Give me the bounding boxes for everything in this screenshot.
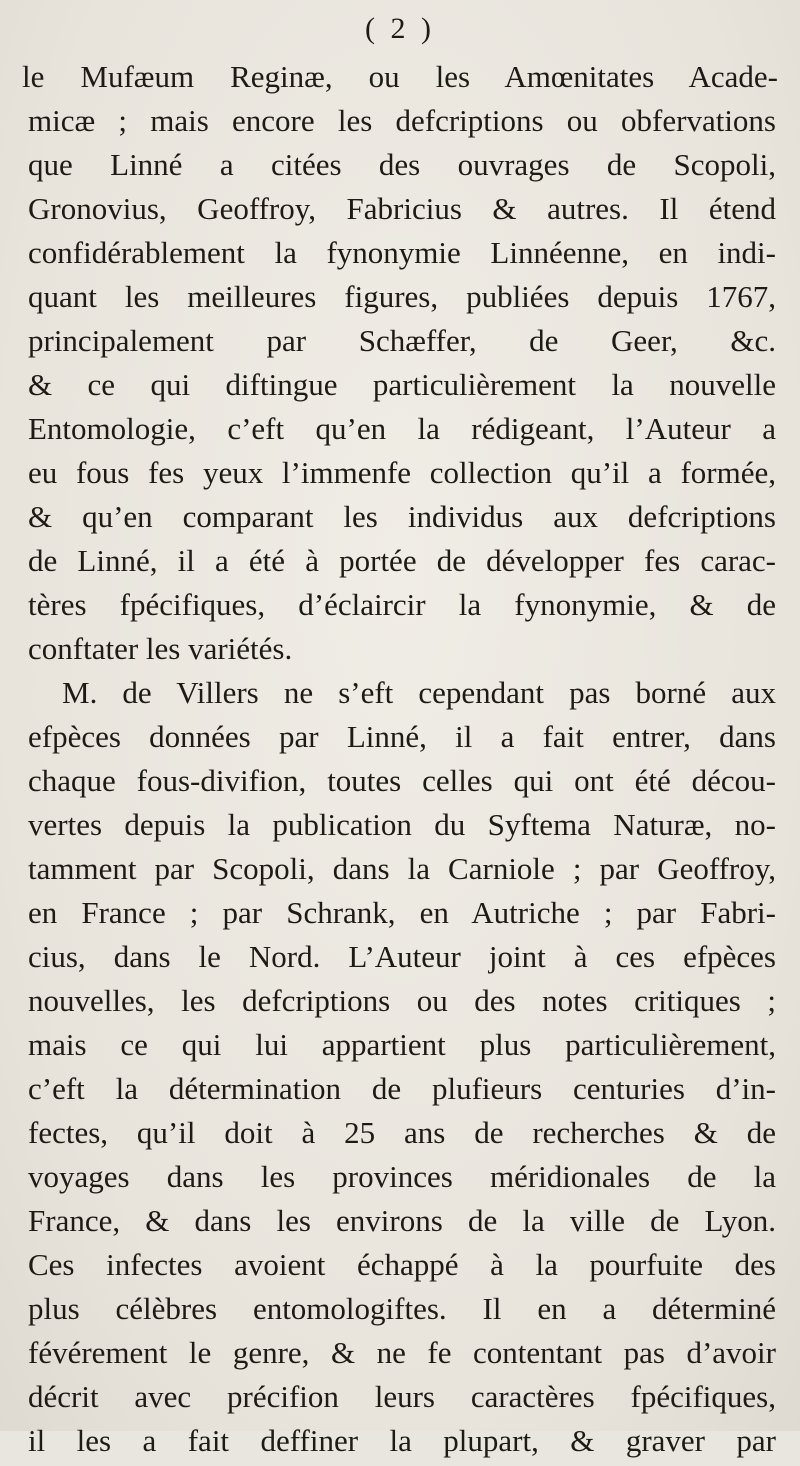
text-line: de Linné, il a été à portée de développer fes carac- <box>28 543 776 578</box>
text-line: micæ ; mais encore les defcriptions ou obfervations <box>28 103 776 138</box>
text-line: voyages dans les provinces méridionales de la <box>28 1159 776 1194</box>
text-line: chaque fous-divifion, toutes celles qui ont été décou- <box>28 763 776 798</box>
text-line: févérement le genre, & ne fe contentant pas d’avoir <box>28 1335 776 1370</box>
text-line: principalement par Schæffer, de Geer, &c. <box>28 323 776 358</box>
text-line: il les a fait deffiner la plupart, & graver par <box>28 1423 776 1458</box>
text-line: décrit avec précifion leurs caractères fpécifiques, <box>28 1379 776 1414</box>
text-line: Entomologie, c’eft qu’en la rédigeant, l’Auteur a <box>28 411 776 446</box>
text-line: Gronovius, Geoffroy, Fabricius & autres. Il étend <box>28 191 776 226</box>
text-line: confidérablement la fynonymie Linnéenne, en indi- <box>28 235 776 270</box>
text-line: plus célèbres entomologiftes. Il en a déterminé <box>28 1291 776 1326</box>
text-line: vertes depuis la publication du Syftema Naturæ, no- <box>28 807 776 842</box>
text-line: conftater les variétés. <box>28 631 293 666</box>
text-line: cius, dans le Nord. L’Auteur joint à ces efpèces <box>28 939 776 974</box>
text-line: que Linné a citées des ouvrages de Scopoli, <box>28 147 776 182</box>
text-line: c’eft la détermination de plufieurs centuries d’in- <box>28 1071 776 1106</box>
text-line: fectes, qu’il doit à 25 ans de recherches & de <box>28 1115 776 1150</box>
text-line: & ce qui diftingue particulièrement la nouvelle <box>28 367 776 402</box>
text-line: en France ; par Schrank, en Autriche ; par Fabri- <box>28 895 776 930</box>
text-line: Ces infectes avoient échappé à la pourfuite des <box>28 1247 776 1282</box>
page-number: ( 2 ) <box>365 12 435 45</box>
text-line: nouvelles, les defcriptions ou des notes critiques ; <box>28 983 776 1018</box>
text-line: France, & dans les environs de la ville de Lyon. <box>28 1203 776 1238</box>
text-line: M. de Villers ne s’eft cependant pas borné aux <box>62 675 776 710</box>
text-line: eu fous fes yeux l’immenfe collection qu’il a formée, <box>28 455 776 490</box>
text-line: & qu’en comparant les individus aux defcriptions <box>28 499 776 534</box>
text-line: efpèces données par Linné, il a fait entrer, dans <box>28 719 776 754</box>
text-line: quant les meilleures figures, publiées depuis 1767, <box>28 279 776 314</box>
text-line: le Mufæum Reginæ, ou les Amœnitates Acade- <box>22 59 778 94</box>
text-line: mais ce qui lui appartient plus particulièrement, <box>28 1027 776 1062</box>
text-line: tères fpécifiques, d’éclaircir la fynonymie, & de <box>28 587 776 622</box>
text-line: tamment par Scopoli, dans la Carniole ; par Geoffroy, <box>28 851 776 886</box>
